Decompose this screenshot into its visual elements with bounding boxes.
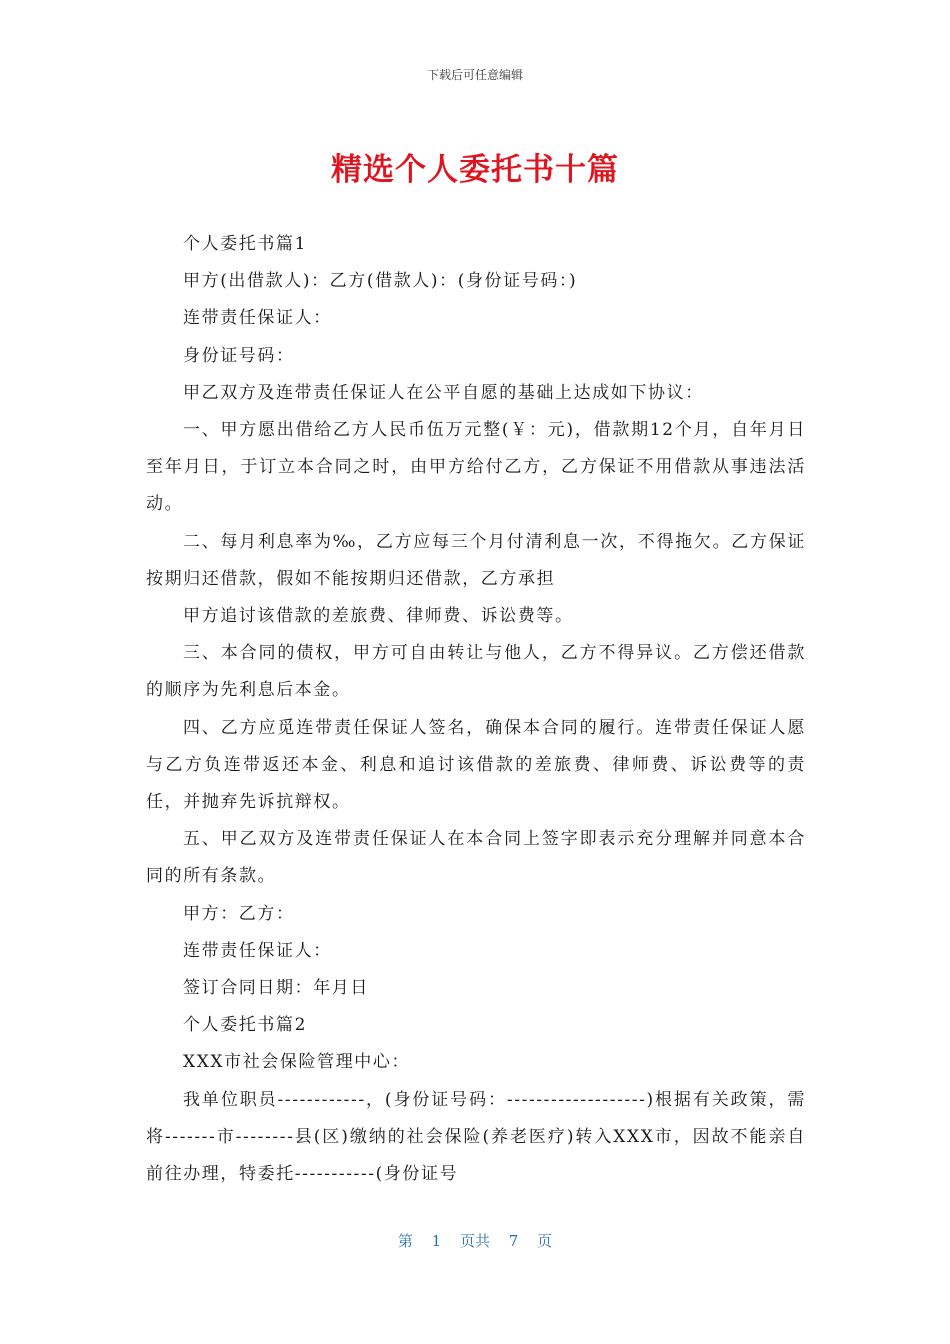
paragraph: 连带责任保证人： <box>183 940 332 961</box>
document-title: 精选个人委托书十篇 <box>331 152 619 188</box>
document-body <box>146 226 806 1193</box>
paragraph: 甲乙双方及连带责任保证人在公平自愿的基础上达成如下协议： <box>183 382 704 403</box>
header-note: 下载后可任意编辑 <box>426 68 523 82</box>
paragraph: 四、乙方应觅连带责任保证人签名，确保本合同的履行。连带责任保证人愿与乙方负连带返还本金、利息和追讨该借款的差旅费、律师费、诉讼费等的责任，并抛弃先诉抗辩权。 <box>146 717 806 813</box>
section-heading: 个人委托书篇2 <box>183 1015 308 1036</box>
paragraph: 身份证号码： <box>183 345 295 366</box>
paragraph: XXX市社会保险管理中心： <box>183 1052 411 1073</box>
paragraph: 我单位职员------------，(身份证号码：-------------------)根据有关政策，需将-------市--------县(区)缴纳的社会保险(养老医疗)转入XXX市，因故不能亲自前往办理，特委托-----------(身份证号 <box>146 1089 806 1185</box>
paragraph: 甲方(出借款人)：乙方(借款人)：(身份证号码：) <box>183 271 578 292</box>
paragraph: 甲方：乙方： <box>183 903 295 924</box>
paragraph: 甲方追讨该借款的差旅费、律师费、诉讼费等。 <box>183 606 574 627</box>
paragraph: 三、本合同的债权，甲方可自由转让与他人，乙方不得异议。乙方偿还借款的顺序为先利息后本金。 <box>146 643 806 701</box>
page-footer: 第 1 页共 7 页 <box>397 1232 553 1250</box>
paragraph: 五、甲乙双方及连带责任保证人在本合同上签字即表示充分理解并同意本合同的所有条款。 <box>146 829 806 887</box>
paragraph: 签订合同日期：年月日 <box>183 978 369 999</box>
section-heading: 个人委托书篇1 <box>183 234 308 254</box>
paragraph: 连带责任保证人： <box>183 308 332 329</box>
paragraph: 一、甲方愿出借给乙方人民币伍万元整(￥：元)，借款期12个月，自年月日至年月日，于订立本合同之时，由甲方给付乙方，乙方保证不用借款从事违法活动。 <box>146 420 806 515</box>
paragraph: 二、每月利息率为‰，乙方应每三个月付清利息一次，不得拖欠。乙方保证按期归还借款，假如不能按期归还借款，乙方承担 <box>146 531 806 589</box>
